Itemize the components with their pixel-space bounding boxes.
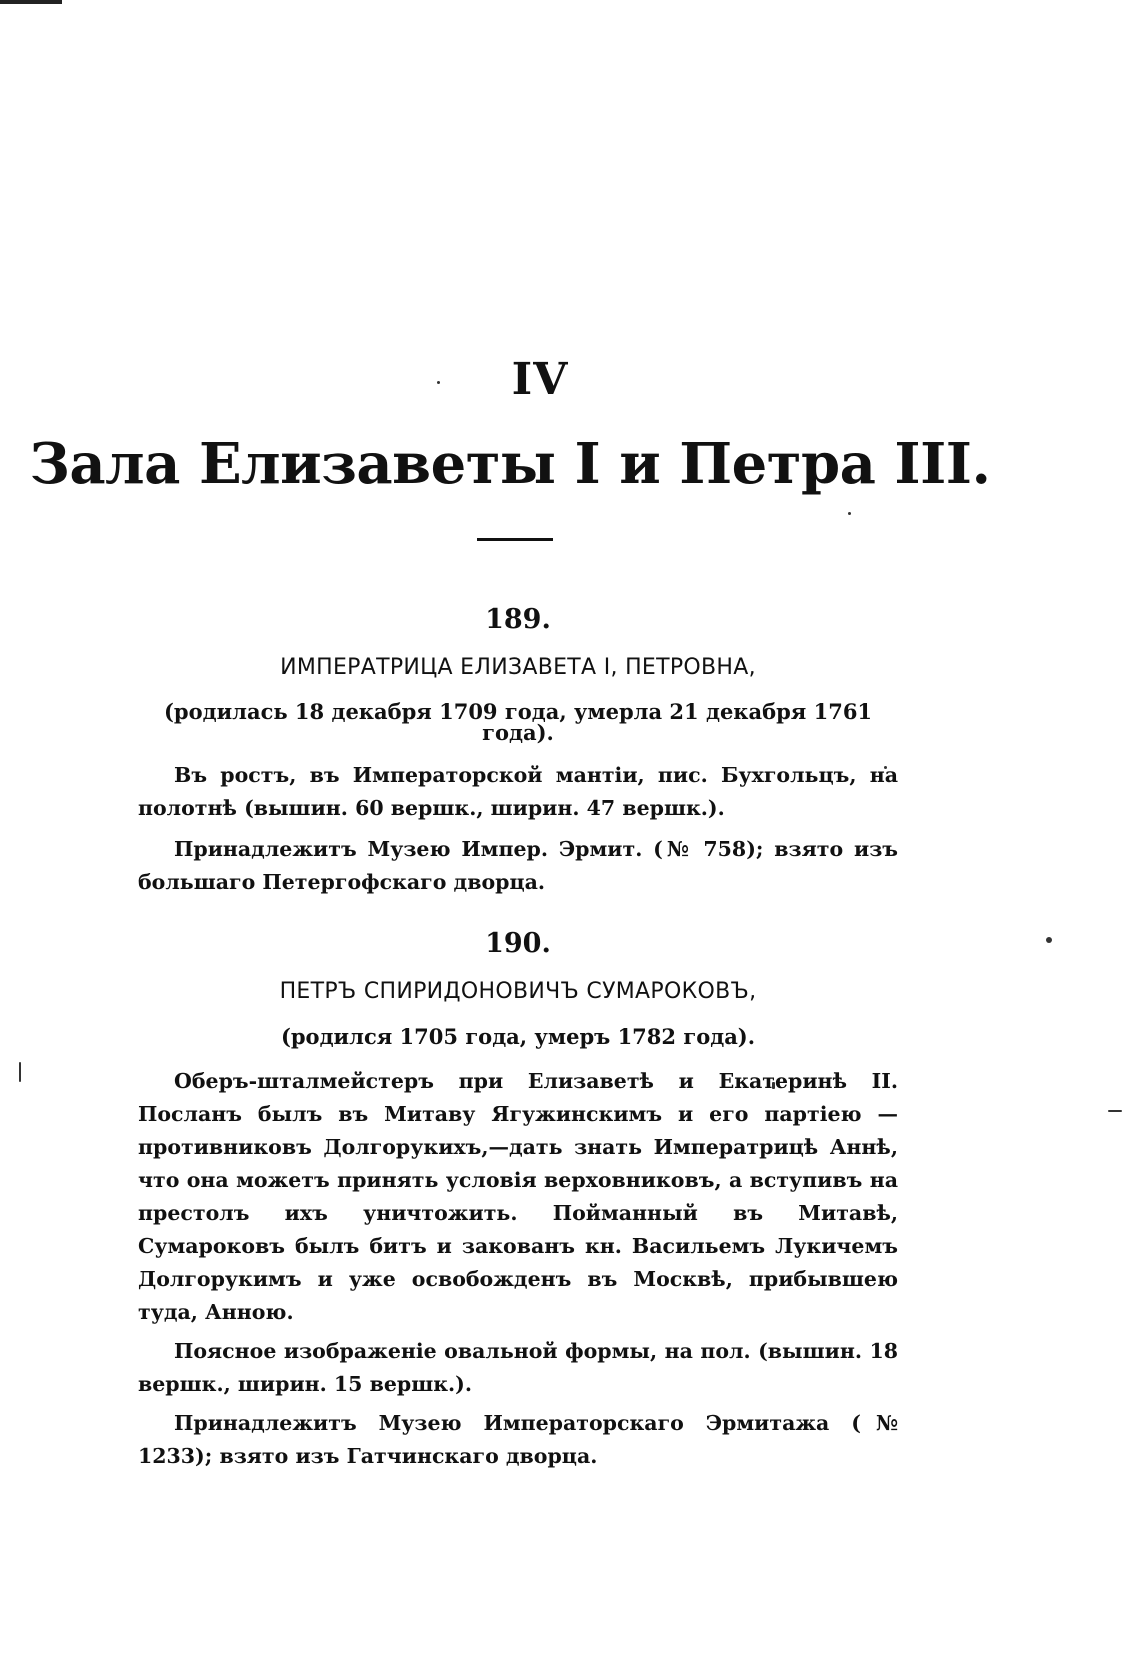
entry-provenance: Принадлежитъ Музею Императорскаго Эрмитажа (№ 1233); взято изъ Гатчинскаго дворца. [138, 1411, 898, 1468]
entry-dates: (родилась 18 декабря 1709 года, умерла 21 декабря 1761 года). [163, 699, 873, 745]
catalog-entry-189 [138, 606, 898, 899]
entry-description: Поясное изображеніе овальной формы, на пол. (вышин. 18 вершк., ширин. 15 вершк.). [138, 1339, 898, 1396]
scan-speck [1108, 1110, 1122, 1112]
scan-corner-mark [0, 0, 62, 4]
entry-number: 189. [485, 604, 551, 635]
entry-name: ИМПЕРАТРИЦА ЕЛИЗАВЕТА I, ПЕТРОВНА, [280, 655, 756, 680]
catalog-entry-190 [138, 930, 898, 1473]
chapter-numeral: IV [511, 354, 569, 405]
entry-description: Въ ростъ, въ Императорской мантіи, пис. Бухгольцъ, на полотнѣ (вышин. 60 вершк., ширин. 47 вершк.). [138, 763, 898, 820]
title-divider [477, 538, 553, 541]
entry-name: ПЕТРЪ СПИРИДОНОВИЧЪ СУМАРОКОВЪ, [279, 979, 757, 1004]
scan-speck [19, 1062, 21, 1082]
entry-biography: Оберъ-шталмейстеръ при Елизаветѣ и Екатеринѣ II. Посланъ былъ въ Митаву Ягужинскимъ и его партіею — противниковъ Долгорукихъ,—дать знать Императрицѣ Аннѣ, что она можетъ принять условія верховниковъ, а вступивъ на престолъ ихъ уничтожить. Пойманный въ Митавѣ, Сумароковъ былъ битъ и закованъ кн. Васильемъ Лукичемъ Долгорукимъ и уже освобожденъ въ Москвѣ, прибывшею туда, Анною. [138, 1069, 898, 1324]
scan-speck [848, 512, 851, 515]
entry-number: 190. [485, 928, 551, 959]
entry-provenance: Принадлежитъ Музею Импер. Эрмит. (№ 758); взято изъ большаго Петергофскаго дворца. [138, 837, 898, 894]
entry-dates: (родился 1705 года, умеръ 1782 года). [280, 1024, 756, 1049]
scan-speck [1046, 937, 1052, 943]
chapter-title: Зала Елизаветы I и Петра III. [29, 431, 991, 497]
